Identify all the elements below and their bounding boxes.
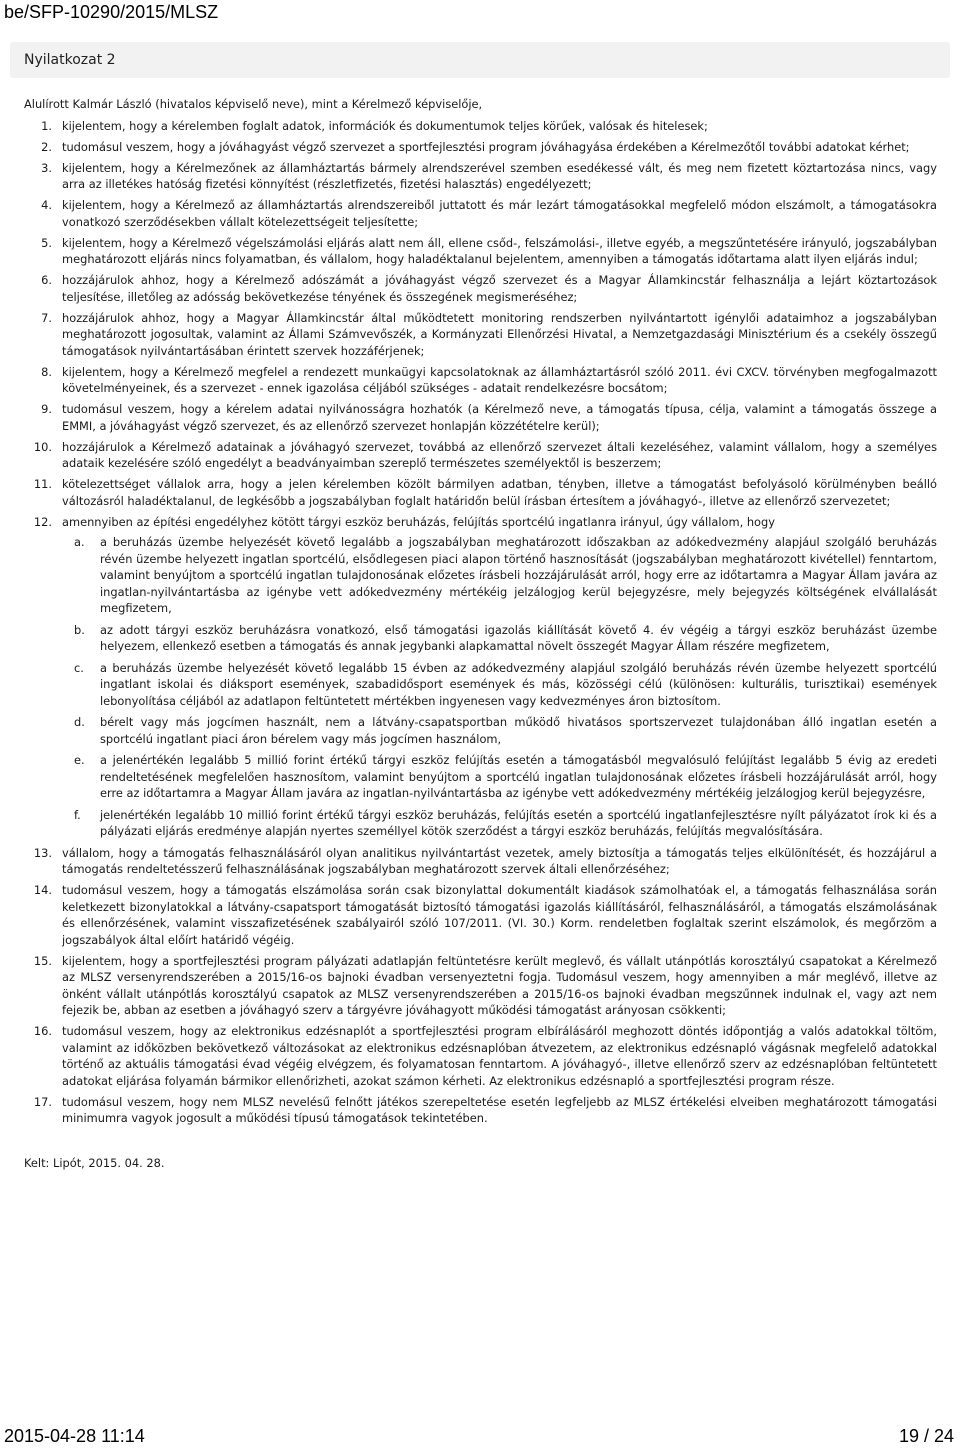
- date-line: Kelt: Lipót, 2015. 04. 28.: [24, 1155, 165, 1170]
- declaration-item: [24, 953, 937, 1019]
- item-number: 5.: [41, 235, 52, 250]
- sub-item: [62, 807, 937, 840]
- item-number: 2.: [41, 139, 52, 154]
- item-text: tudomásul veszem, hogy a kérelem adatai nyilvánosságra hozhatók (a Kérelmező neve, a támogatás típusa, célja, valamint a támogatás összege a EMMI, a jóváhagyást végző szervezet, és az ellenőrző szervezet honlapján közzétételre kerül);: [62, 402, 937, 433]
- item-text: kijelentem, hogy a Kérelmező az államháztartás alrendszereiből juttatott és már lezárt támogatásokkal megfelelő módon elszámolt, a támogatásokra vonatkozó szerződésekben vállalt kötelezettségeit teljesítette;: [62, 198, 937, 229]
- item-number: 16.: [33, 1024, 52, 1038]
- item-text: amennyiben az építési engedélyhez kötött tárgyi eszköz beruházás, felújítás sportcélú ingatlanra irányul, úgy vállalom, hogy: [62, 514, 775, 529]
- item-number: 12.: [33, 514, 52, 529]
- item-number: 15.: [33, 953, 52, 968]
- sub-item-letter: f.: [74, 807, 81, 822]
- item-number: 17.: [33, 1094, 52, 1109]
- sub-item-text: az adott tárgyi eszköz beruházásra vonatkozó, első támogatási igazolás kiállítását követő 4. év végéig a tárgyi eszköz beruházást üzembe helyezem, ellenkező esetben a támogatás és annak jegybanki alapkamattal növelt összegét Magyar Állam részére megfizetem,: [100, 622, 937, 653]
- declaration-item: [24, 882, 937, 948]
- declaration-item: [24, 139, 937, 156]
- item-text: vállalom, hogy a támogatás felhasználásáról olyan analitikus nyilvántartást vezetek, amely biztosítja a támogatás teljes elkülönítését, és hozzájárul a támogatás rendeltetésszerű felhasználásának jogszabályban meghatározott szervek általi ellenőrzéséhez;: [62, 845, 937, 876]
- footer-page-number: 19 / 24: [898, 1426, 954, 1446]
- declaration-item: [24, 1094, 937, 1127]
- item-number: 7.: [41, 310, 52, 325]
- item-text: kijelentem, hogy a Kérelmező megfelel a rendezett munkaügyi kapcsolatoknak az államháztartásról szóló 2011. évi CXCV. törvényben megfogalmazott követelményeinek, és a szervezet - ennek igazolása céljából szükséges - adatait rendelkezésre bocsátom;: [62, 364, 937, 395]
- sub-item-letter: d.: [74, 715, 85, 729]
- sub-item-letter: b.: [74, 622, 85, 637]
- item-text: kijelentem, hogy a sportfejlesztési program pályázati adatlapján feltüntetésre került meglevő, és vállalt utánpótlás korosztályú csapatokat a Kérelmező az MLSZ versenyrendszerében a 2015/16-os bajnoki évadban versenyeztetni fogja. Tudomásul veszem, hogy amennyiben a már meglévő, illetve az önként vállalt utánpótlás korosztályú csapatok az MLSZ versenyrendszerében a 2015/16-os bajnoki évadban megszűnnek indulnak el, vagy azt nem fejezik be, abban az esetben a jóváhagyó szerv a tárgyévre jóváhagyott működési támogatást arányosan csökkenti;: [62, 953, 937, 1017]
- sub-item: [62, 752, 937, 802]
- declaration-body: [24, 96, 937, 1171]
- sub-item: [62, 714, 937, 747]
- intro-text: Alulírott Kalmár László (hivatalos képviselő neve), mint a Kérelmező képviselője,: [24, 97, 483, 111]
- sub-item-text: a beruházás üzembe helyezését követő legalább 15 évben az adókedvezmény alapjául szolgáló beruházás révén üzembe helyezett sportcélú ingatlant iskolai és diáksport események, szabadidősport események és más, közösségi célú (különösen: kulturális, turisztikai) események lebonyolítása céljából az adatlapon feltüntetett mértékben ingyenesen vagy kedvezményes áron biztosítom.: [100, 660, 937, 708]
- footer-timestamp: 2015-04-28 11:14: [4, 1426, 145, 1446]
- item-text: hozzájárulok ahhoz, hogy a Kérelmező adószámát a jóváhagyást végző szervezet és a Magyar Államkincstár felhasználja a lejárt köztartozások teljesítése, illetőleg az adósság bekövetkezése tényének és összegének megismeréséhez;: [62, 273, 937, 304]
- declaration-item: [24, 272, 937, 305]
- item-number: 10.: [33, 439, 52, 454]
- section-header: [10, 42, 950, 78]
- declaration-item: [24, 235, 937, 268]
- sub-list: [62, 534, 937, 840]
- sub-item: [62, 622, 937, 655]
- sub-item-letter: a.: [74, 535, 85, 549]
- declaration-item: [24, 439, 937, 472]
- item-text: hozzájárulok ahhoz, hogy a Magyar Államkincstár által működtetett monitoring rendszerben nyilvántartott igénylői adataimhoz a jogszabályban meghatározott jogosultak, valamint az Állami Számvevőszék, a Kormányzati Ellenőrzési Hivatal, a Nemzetgazdasági Minisztérium és a csekély összegű támogatások nyilvántartásában érintett szervek hozzáférjenek;: [62, 310, 937, 358]
- item-text: kijelentem, hogy a Kérelmezőnek az államháztartás bármely alrendszerével szemben esedékessé vált, és meg nem fizetett köztartozása nincs, vagy arra az illetékes hatóság fizetési könnyítést (részletfizetés, fizetési halasztás) engedélyezett;: [62, 160, 937, 191]
- sub-item: [62, 534, 937, 617]
- declaration-item: [24, 476, 937, 509]
- item-number: 14.: [33, 883, 52, 897]
- item-number: 8.: [41, 364, 52, 379]
- item-text: tudomásul veszem, hogy a támogatás elszámolása során csak bizonylattal dokumentált kiadások számolhatóak el, a támogatás felhasználása során keletkezett bizonylatokkal a látvány-csapatsport támogatását biztosító támogatási igazolás kiállításáról, felhasználásáról, a támogatás elszámolásának és ellenőrzésének, valamint visszafizetésének szabályairól szóló 107/2011. (VI. 30.) Korm. rendeletben foglaltak szerint elszámolok, és megőrzöm a jogszabályok által előírt határidő végéig.: [62, 883, 937, 947]
- item-text: tudomásul veszem, hogy az elektronikus edzésnaplót a sportfejlesztési program elbírálásáról meghozott döntés időpontjág a valós adatokkal töltöm, valamint az időközben bekövetkező változásokat az elektronikus edzésnaplóban átvezetem, az elektronikus edzésnapló vágásnak megfelelő adatokkal történő az aktuális támogatási évad végéig elvégzem, és folyamatosan fenntartom. A jóváhagyó-, illetve ellenőrző szerv az edzésnaplóban feltüntetett adatokat eljárása folyamán bármikor ellenőrizheti, azokat számon kérheti. Az elektronikus edzésnapló a sportfejlesztési program része.: [62, 1024, 937, 1088]
- sub-item-text: a jelenértékén legalább 5 millió forint értékű tárgyi eszköz felújítás esetén a támogatásból megvalósuló felújítást legalább 5 évig az eredeti rendeltetésének megfelelően hasznosítom, valamint benyújtom a sportcélú ingatlan tulajdonosának előzetes írásbeli hozzájárulását arról, hogy erre az időtartamra a Magyar Állam javára az ingatlan-nyilvántartásba az igénybe vett adókedvezmény mértékéig jelzálogjog kerül bejegyzésre,: [100, 753, 937, 800]
- item-number: 4.: [41, 198, 52, 212]
- section-title: Nyilatkozat 2: [24, 52, 116, 68]
- item-text: tudomásul veszem, hogy a jóváhagyást végző szervezet a sportfejlesztési program jóváhagyása érdekében a Kérelmezőtől további adatokat kérhet;: [62, 139, 910, 154]
- document-id: be/SFP-10290/2015/MLSZ: [4, 2, 219, 22]
- item-number: 3.: [41, 160, 52, 175]
- declaration-item: [24, 845, 937, 878]
- sub-item: [62, 660, 937, 710]
- sub-item-letter: e.: [74, 753, 85, 767]
- sub-item-letter: c.: [74, 660, 84, 675]
- sub-item-text: bérelt vagy más jogcímen használt, nem a látvány-csapatsportban működő hivatásos sportszervezet tulajdonában álló ingatlan esetén a sportcélú ingatlant piaci áron bérelem vagy más jogcímen használom,: [100, 715, 937, 746]
- item-text: kijelentem, hogy a kérelemben foglalt adatok, információk és dokumentumok teljes körűek, valósak és hitelesek;: [62, 118, 708, 133]
- declaration-item: [24, 364, 937, 397]
- sub-item-text: a beruházás üzembe helyezését követő legalább a jogszabályban meghatározott időszakban az adókedvezmény alapjául szolgáló beruházás révén üzembe helyezett ingatlan sportcélú, elsődlegesen piaci alapon történő hasznosítását (jogszabályban meghatározott kivétellel) fenntartom, valamint benyújtom a sportcélú ingatlan tulajdonosának előzetes írásbeli hozzájárulását arról, hogy erre az időtartamra a Magyar Állam javára az ingatlan-nyilvántartásba az igénybe vett adókedvezmény mértékéig jelzálogjog kerül bejegyzésre, mely bejegyzés költségének elvállalását megfizetem,: [100, 535, 937, 615]
- declaration-item: [24, 514, 937, 840]
- declaration-item: [24, 310, 937, 360]
- item-number: 9.: [41, 402, 52, 416]
- item-text: kijelentem, hogy a Kérelmező végelszámolási eljárás alatt nem áll, ellene csőd-, felszámolási-, illetve egyéb, a megszűntetésére irányuló, jogszabályban meghatározott eljárás nincs folyamatban, és vállalom, hogy haladéktalanul bejelentem, amennyiben a támogatás időtartama alatt ilyen eljárás indul;: [62, 235, 937, 266]
- item-text: kötelezettséget vállalok arra, hogy a jelen kérelemben közölt bármilyen adatban, tényben, illetve a támogatást befolyásoló körülményben beálló változásról haladéktalanul, de legkésőbb a jogszabályban foglalt határidőn belül írásban értesítem a jóváhagyó-, illetve az ellenőrző szervezetet;: [62, 477, 937, 508]
- declaration-list: [24, 118, 937, 1127]
- sub-item-text: jelenértékén legalább 10 millió forint értékű tárgyi eszköz beruházás, felújítás esetén a sportcélú ingatlanfejlesztésre nyílt pályázatot írok ki és a pályázati eljárás eredménye alapján nyertes személlyel kötök szerződést a tárgyi eszköz beruházás, felújítás megvalósítására.: [100, 807, 937, 838]
- item-text: tudomásul veszem, hogy nem MLSZ nevelésű felnőtt játékos szerepeltetése esetén legfeljebb az MLSZ értékelési elveiben meghatározott támogatási minimumra vagyok jogosult a működési típusú támogatások tekintetében.: [62, 1094, 937, 1125]
- declaration-item: [24, 401, 937, 434]
- item-number: 11.: [33, 477, 52, 491]
- declaration-item: [24, 1023, 937, 1089]
- item-number: 6.: [41, 273, 52, 287]
- declaration-item: [24, 197, 937, 230]
- item-number: 1.: [41, 118, 52, 133]
- item-text: hozzájárulok a Kérelmező adatainak a jóváhagyó szervezet, továbbá az ellenőrző szervezet általi kezeléséhez, valamint vállalom, hogy a személyes adataik kezelésére szóló engedélyt a beadványaimban szereplő természetes személyektől is beszerzem;: [62, 439, 937, 470]
- item-number: 13.: [33, 845, 52, 860]
- declaration-item: [24, 118, 937, 135]
- declaration-item: [24, 160, 937, 193]
